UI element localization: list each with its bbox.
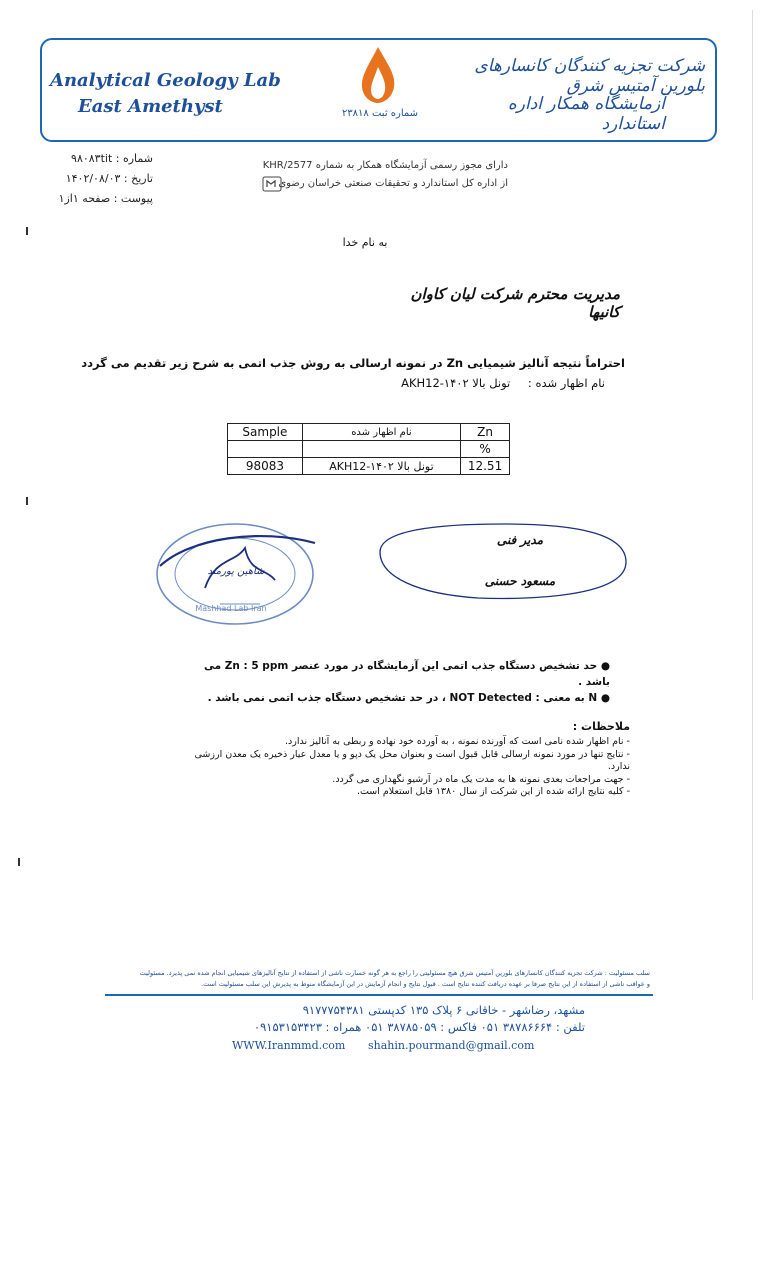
footer-email[interactable]: shahin.pourmand@gmail.com — [368, 1039, 535, 1052]
notes-list — [170, 736, 630, 799]
cell-sample: 98083 — [228, 458, 303, 475]
meta-date: تاریخ : ۱۴۰۲/۰۸/۰۳ — [65, 172, 153, 185]
list-item: ● حد تشخیص دستگاه جذب اتمی این آزمایشگاه در مورد عنصر Zn : 5 ppm می باشد . — [203, 660, 610, 688]
registration-number: شماره ثبت ۲۳۸۱۸ — [341, 108, 419, 119]
company-name-fa: شرکت تجزیه کنندگان کانسارهای بلورین آمتیس شرق — [474, 56, 705, 96]
footer-website[interactable]: WWW.Iranmmd.com — [232, 1039, 346, 1052]
scan-mark — [26, 497, 28, 505]
footer-address: مشهد، رضاشهر - خاقانی ۶ پلاک ۱۳۵ کدپستی ۹۱۷۷۷۵۴۳۸۱ — [302, 1003, 585, 1017]
scan-mark — [18, 858, 20, 866]
cell-declared: تونل بالا AKH12-۱۴۰۲ — [302, 458, 460, 475]
standard-mark-icon — [262, 176, 282, 192]
signatory-title: مدیر فنی — [496, 533, 544, 547]
notes-title: ملاحظات : — [572, 720, 630, 733]
list-item: - نام اظهار شده نامی است که آورنده نمونه ، به آورده خود نهاده و ربطی به آنالیز ندارد. — [284, 736, 630, 747]
stamp-ring-text: Mashhad Lab Iran — [195, 604, 267, 613]
unit-cell: % — [461, 441, 510, 458]
table-row — [228, 458, 510, 475]
scan-edge — [752, 10, 753, 1000]
table-unit-row — [228, 441, 510, 458]
sample-declaration: نام اظهار شده : تونل بالا AKH12-۱۴۰۲ — [401, 376, 605, 390]
salutation: به نام خدا — [342, 236, 388, 249]
list-item: - جهت مراجعات بعدی نمونه ها به مدت یک ماه در آرشیو نگهداری می گردد. — [332, 773, 630, 785]
header-sample: Sample — [228, 424, 303, 441]
meta-number: شماره : ۹۸۰۸۳tit — [71, 152, 153, 165]
lab-name-en-1: Analytical Geology Lab — [50, 70, 281, 91]
scan-mark — [26, 227, 28, 235]
cell-zn: 12.51 — [461, 458, 510, 475]
list-item: - نتایج تنها در مورد نمونه ارسالی قابل قبول است و بعنوان محل یک دپو و یا معدل عیار ذخیره یک معدن ارزشی ندارد. — [194, 748, 630, 772]
signatory-name: مسعود حسنی — [484, 574, 556, 588]
flame-logo-icon — [358, 45, 398, 105]
table-header-row — [228, 424, 510, 441]
header-declared-name: نام اظهار شده — [302, 424, 460, 441]
meta-attachment: پیوست : صفحه ۱از۱ — [58, 192, 153, 205]
footer-divider — [105, 994, 653, 996]
intro-text: احتراماً نتیجه آنالیز شیمیایی Zn در نمونه ارسالی به روش جذب اتمی به شرح زیر تقدیم می گردد — [81, 356, 625, 370]
lab-name-en-2: East Amethyst — [78, 96, 223, 117]
header-zn: Zn — [461, 424, 510, 441]
lab-affiliation-fa: آزمایشگاه همکار اداره استاندارد — [507, 94, 665, 134]
stamp-inner-text: شاهین پورمند — [207, 566, 265, 577]
license-line-1: دارای مجوز رسمی آزمایشگاه همکار به شماره KHR/2577 — [262, 160, 508, 171]
disclaimer: سلب مسئولیت : شرکت تجزیه کنندگان کانسارهای بلورین آمتیس شرق هیچ مسئولیتی را راجع به هر گونه خسارت ناشی از استفاده از نتایج آنالیزهای شیمیایی انجام شده نمی پذیرد. مسئولیت و عواقب ناشی از استفاده از این نتایج صرفا بر عهده دریافت کننده نتایج است . قبول نتایج و انجام آزمایش در این آزمایشگاه منوط به پذیرش این سلب مسئولیت است. — [139, 969, 650, 988]
list-item: - کلیه نتایج ارائه شده از این شرکت از سال ۱۳۸۰ قابل استعلام است. — [356, 786, 630, 797]
results-table — [227, 423, 510, 475]
addressee: مدیریت محترم شرکت لیان کاوان کانیها — [410, 285, 620, 321]
footer-phones: تلفن : ۳۸۷۸۶۶۶۴ ۰۵۱ فاکس : ۳۸۷۸۵۰۵۹ ۰۵۱ همراه : ۰۹۱۵۳۱۵۳۴۲۳ — [253, 1020, 585, 1034]
license-line-2: از اداره کل استاندارد و تحقیقات صنعتی خراسان رضوی — [278, 178, 508, 189]
detection-notes — [180, 658, 610, 706]
list-item: ● N به معنی : NOT Detected ، در حد تشخیص دستگاه جذب اتمی نمی باشد . — [207, 692, 610, 704]
